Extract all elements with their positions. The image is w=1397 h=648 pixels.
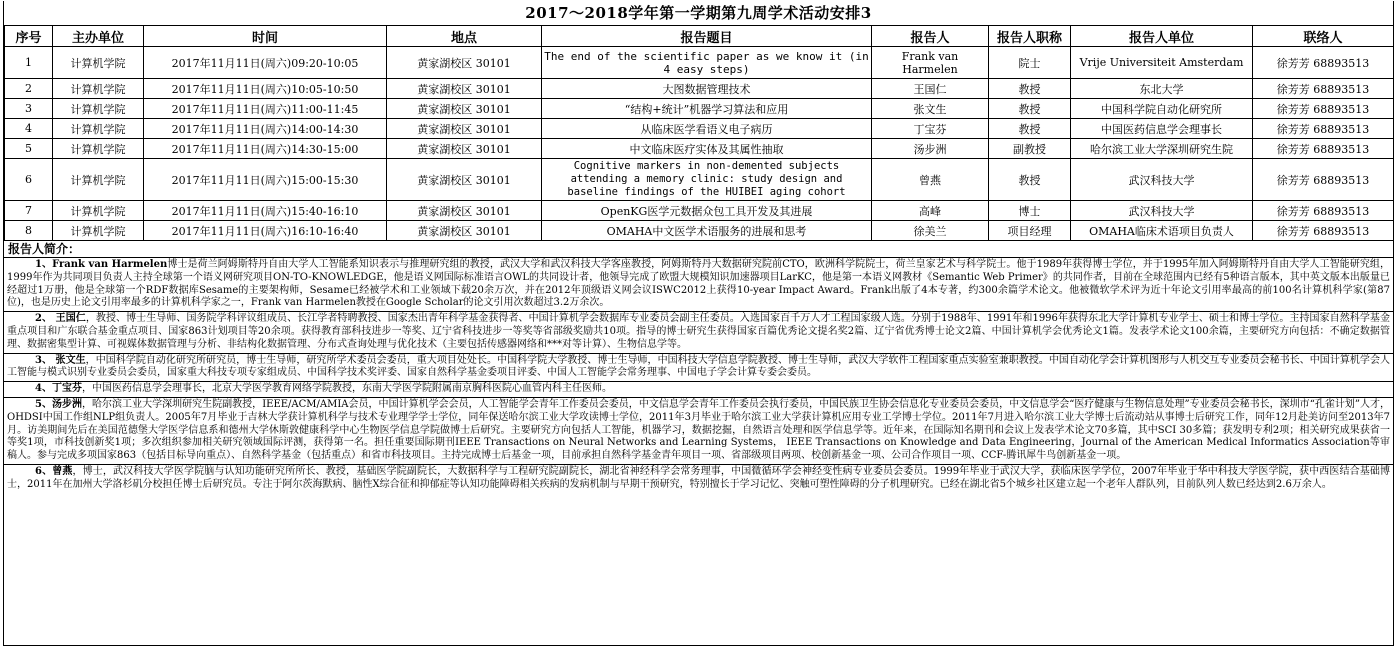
schedule-table <box>4 25 1394 241</box>
bio-name: 6、曾燕 <box>35 465 73 477</box>
table-header-row <box>5 26 1394 47</box>
table-row <box>5 119 1394 139</box>
cell-rank: 副教授 <box>989 139 1071 159</box>
table-row <box>5 139 1394 159</box>
table-row <box>5 79 1394 99</box>
cell-topic: 中文临床医疗实体及其属性抽取 <box>542 139 872 159</box>
cell-speaker: 丁宝芬 <box>872 119 989 139</box>
cell-unit: 哈尔滨工业大学深圳研究生院 <box>1071 139 1253 159</box>
cell-speaker: 曾燕 <box>872 159 989 201</box>
cell-no: 1 <box>5 47 53 79</box>
bio-heading: 报告人简介： <box>4 241 1393 258</box>
bio-name: 3、 张文生 <box>35 354 86 366</box>
cell-unit: 中国科学院自动化研究所 <box>1071 99 1253 119</box>
cell-no: 6 <box>5 159 53 201</box>
cell-time: 2017年11月11日(周六)15:40-16:10 <box>144 201 387 221</box>
speaker-bio <box>4 465 1393 493</box>
col-header-time: 时间 <box>144 26 387 47</box>
col-header-topic: 报告题目 <box>542 26 872 47</box>
cell-unit: 武汉科技大学 <box>1071 201 1253 221</box>
cell-contact: 徐芳芳 68893513 <box>1253 79 1394 99</box>
col-header-no: 序号 <box>5 26 53 47</box>
cell-contact: 徐芳芳 68893513 <box>1253 47 1394 79</box>
cell-speaker: 高峰 <box>872 201 989 221</box>
cell-time: 2017年11月11日(周六)15:00-15:30 <box>144 159 387 201</box>
cell-unit: Vrije Universiteit Amsterdam <box>1071 47 1253 79</box>
cell-contact: 徐芳芳 68893513 <box>1253 159 1394 201</box>
cell-no: 4 <box>5 119 53 139</box>
speaker-bio <box>4 258 1393 312</box>
cell-speaker: 徐美兰 <box>872 221 989 241</box>
cell-contact: 徐芳芳 68893513 <box>1253 119 1394 139</box>
cell-contact: 徐芳芳 68893513 <box>1253 139 1394 159</box>
bio-text: ，中国医药信息学会理事长，北京大学医学教育网络学院教授，东南大学医学院附属南京胸科医院心血管内科主任医师。 <box>81 383 612 395</box>
cell-place: 黄家湖校区 30101 <box>387 159 542 201</box>
cell-topic: “结构+统计”机器学习算法和应用 <box>542 99 872 119</box>
cell-no: 5 <box>5 139 53 159</box>
col-header-rank: 报告人职称 <box>989 26 1071 47</box>
bio-name: 5、汤步洲 <box>35 398 83 410</box>
cell-place: 黄家湖校区 30101 <box>387 79 542 99</box>
cell-time: 2017年11月11日(周六)10:05-10:50 <box>144 79 387 99</box>
cell-place: 黄家湖校区 30101 <box>387 119 542 139</box>
cell-no: 2 <box>5 79 53 99</box>
cell-place: 黄家湖校区 30101 <box>387 221 542 241</box>
cell-time: 2017年11月11日(周六)14:30-15:00 <box>144 139 387 159</box>
cell-host: 计算机学院 <box>53 139 144 159</box>
cell-no: 8 <box>5 221 53 241</box>
schedule-sheet <box>3 1 1394 646</box>
cell-place: 黄家湖校区 30101 <box>387 201 542 221</box>
cell-place: 黄家湖校区 30101 <box>387 139 542 159</box>
cell-rank: 教授 <box>989 99 1071 119</box>
cell-no: 7 <box>5 201 53 221</box>
cell-rank: 博士 <box>989 201 1071 221</box>
table-row <box>5 221 1394 241</box>
cell-place: 黄家湖校区 30101 <box>387 47 542 79</box>
cell-rank: 教授 <box>989 119 1071 139</box>
cell-host: 计算机学院 <box>53 159 144 201</box>
table-row <box>5 159 1394 201</box>
cell-topic: OpenKG医学元数据众包工具开发及其进展 <box>542 201 872 221</box>
speaker-bio <box>4 312 1393 353</box>
cell-topic: 从临床医学看语义电子病历 <box>542 119 872 139</box>
col-header-contact: 联络人 <box>1253 26 1394 47</box>
cell-host: 计算机学院 <box>53 99 144 119</box>
cell-rank: 院士 <box>989 47 1071 79</box>
cell-rank: 教授 <box>989 159 1071 201</box>
col-header-speaker: 报告人 <box>872 26 989 47</box>
cell-time: 2017年11月11日(周六)11:00-11:45 <box>144 99 387 119</box>
cell-unit: 东北大学 <box>1071 79 1253 99</box>
cell-topic: The end of the scientific paper as we know it (in 4 easy steps) <box>542 47 872 79</box>
cell-host: 计算机学院 <box>53 47 144 79</box>
col-header-place: 地点 <box>387 26 542 47</box>
cell-time: 2017年11月11日(周六)14:00-14:30 <box>144 119 387 139</box>
bio-text: ，哈尔滨工业大学深圳研究生院副教授，IEEE/ACM/AMIA会员，中国计算机学会会员，人工智能学会青年工作委员会委员，中文信息学会青年工作委员会执行委员，中国民族卫生协会信息化专业委员会委员，中文信息学会“医疗健康与生物信息处理”专业委员会秘书长，深圳市“孔雀计划”人才，OHDSI中国工作组NLP组负责人。2005年7月毕业于吉林大学获计算机科学与技术专业理学学士学位，同年保送哈尔滨工业大学攻读博士学位，2011年3月毕业于哈尔滨工业大学获计算机应用专业工学博士学位。2011年7月进入哈尔滨工业大学博士后流动站从事博士后研究工作，同年12月赴美访问至2013年7月。访美期间先后在美国范德堡大学医学信息系和德州大学休斯敦健康科学中心生物医学信息学院做博士后研究。主要研究方向包括人工智能，机器学习，数据挖掘，自然语言处理和医学信息学等。近年来，在国际知名期刊和会议上发表学术论文70多篇，其中SCI 30多篇；获发明专利2项；相关研究成果获省一等奖1项，市科技创新奖1项；多次组织参加相关研究领域国际评测，获得第一名。担任重要国际期刊IEEE Transactions on Neural Networks and Learning Systems， IEEE Transactions on Knowledge and Data Engineering，Journal of the American Medical Informatics Association等审稿人。参与完成多项国家863（包括目标导向重点）、自然科学基金（包括重点）和省市科技项目。主持完成博士后基金一项，目前承担自然科学基金青年项目一项、省部级项目两项、校创新基金一项、公司合作项目一项、CCF-腾讯犀牛鸟创新基金一项。 <box>7 398 1390 462</box>
cell-no: 3 <box>5 99 53 119</box>
bio-name: 2、 王国仁 <box>35 313 86 325</box>
bio-text: 博士是荷兰阿姆斯特丹自由大学人工智能系知识表示与推理研究组的教授，武汉大学和武汉科技大学客座教授，阿姆斯特丹大数据研究院前CTO，欧洲科学院院士，荷兰皇家艺术与科学院士。他于1989年获得博士学位，并于1995年加入阿姆斯特丹自由大学人工智能研究组，1999年作为共同项目负责人主持全球第一个语义网研究项目ON-TO-KNOWLEDGE，他是语义网国际标准语言OWL的共同设计者，他领导完成了欧盟大规模知识加速器项目LarKC，他是第一本语义网教材《Semantic Web Primer》的共同作者，目前在全球范围内已经有5种语言版本，其中英文版本出版量已经超过1万册，他是全球第一个RDF数据库Sesame的主要架构师，Sesame已经被学术和工业领域下载20余万次，并在2012年顶级语义网会议ISWC2012上获得10-year Impact Award。Frank出版了4本专著，约300余篇学术论文。他被微软学术评为近十年论文引用率最高的前100名计算机科学家(第87位)，也是历史上论文引用率最多的计算机科学家之一，Frank van Harmelen教授在Google Scholar的论文引用次数超过3.2万余次。 <box>7 259 1390 309</box>
cell-contact: 徐芳芳 68893513 <box>1253 99 1394 119</box>
speaker-bio <box>4 382 1393 398</box>
cell-time: 2017年11月11日(周六)16:10-16:40 <box>144 221 387 241</box>
cell-host: 计算机学院 <box>53 119 144 139</box>
bio-text: ，中国科学院自动化研究所研究员，博士生导师，研究所学术委员会委员，重大项目处处长。中国科学院大学教授、博士生导师，中国科技大学信息学院教授、博士生导师，武汉大学软件工程国家重点实验室兼职教授。中国自动化学会计算机图形与人机交互专业委员会秘书长、中国计算机学会人工智能与模式识别专业委员会委员，国家重大科技专项专家组成员、中国科学技术奖评委、国家自然科学基金委项目评委、中国人工智能学会常务理事、中国电子学会计算专委会委员。 <box>7 354 1390 379</box>
speaker-bio <box>4 354 1393 383</box>
cell-host: 计算机学院 <box>53 221 144 241</box>
cell-contact: 徐芳芳 68893513 <box>1253 201 1394 221</box>
cell-unit: OMAHA临床术语项目负责人 <box>1071 221 1253 241</box>
cell-speaker: 汤步洲 <box>872 139 989 159</box>
cell-place: 黄家湖校区 30101 <box>387 99 542 119</box>
table-row <box>5 99 1394 119</box>
cell-unit: 中国医药信息学会理事长 <box>1071 119 1253 139</box>
cell-speaker: 王国仁 <box>872 79 989 99</box>
cell-topic: Cognitive markers in non-demented subjects attending a memory clinic: study design and baseline findings of the HUIBEI aging cohort <box>542 159 872 201</box>
cell-contact: 徐芳芳 68893513 <box>1253 221 1394 241</box>
col-header-unit: 报告人单位 <box>1071 26 1253 47</box>
col-header-host: 主办单位 <box>53 26 144 47</box>
bio-text: ，教授、博士生导师、国务院学科评议组成员、长江学者特聘教授、国家杰出青年科学基金获得者、中国计算机学会数据库专业委员会副主任委员。入选国家百千万人才工程国家级人选。分别于1988年、1991年和1996年获得东北大学计算机专业学士、硕士和博士学位。主持国家自然科学基金重点项目和广东联合基金重点项目、国家863计划项目等20余项。获得教育部科技进步一等奖、辽宁省科技进步一等奖等省部级奖励共10项。指导的博士研究生获得国家百篇优秀论文提名奖2篇、辽宁省优秀博士论文2篇、中国计算机学会优秀论文1篇。发表学术论文100余篇，主要研究方向包括：不确定数据管理、数据密集型计算、可视媒体数据管理与分析、非结构化数据管理、分布式查询处理与优化技术（主要包括传感器网络和***对等计算）、生物信息学等。 <box>7 313 1390 350</box>
cell-topic: 大图数据管理技术 <box>542 79 872 99</box>
bio-name: 1、Frank van Harmelen <box>35 259 168 270</box>
cell-host: 计算机学院 <box>53 79 144 99</box>
cell-topic: OMAHA中文医学术语服务的进展和思考 <box>542 221 872 241</box>
cell-rank: 项目经理 <box>989 221 1071 241</box>
page-title: 2017～2018学年第一学期第九周学术活动安排3 <box>525 4 872 22</box>
table-row <box>5 201 1394 221</box>
cell-speaker: 张文生 <box>872 99 989 119</box>
table-row <box>5 47 1394 79</box>
bio-name: 4、丁宝芬 <box>35 383 82 395</box>
cell-unit: 武汉科技大学 <box>1071 159 1253 201</box>
speaker-bio <box>4 398 1393 465</box>
bio-text: ，博士，武汉科技大学医学院脑与认知功能研究所所长、教授，基础医学院副院长，大数据科学与工程研究院副院长，湖北省神经科学会常务理事，中国微循环学会神经变性病专业委员会委员。1999年毕业于武汉大学，获临床医学学位，2007年毕业于华中科技大学医学院，获中西医结合基础博士，2011年在加州大学洛杉矶分校担任博士后研究员。专注于阿尔茨海默病、脑性X综合征和抑郁症等认知功能障碍相关疾病的发病机制与早期干预研究，特别擅长于学习记忆、突触可塑性障碍的分子机理研究。已经在湖北省5个城乡社区建立起一个老年人群队列，目前队列人数已经达到2.6万余人。 <box>7 465 1390 490</box>
cell-time: 2017年11月11日(周六)09:20-10:05 <box>144 47 387 79</box>
cell-speaker: Frank van Harmelen <box>872 47 989 79</box>
cell-host: 计算机学院 <box>53 201 144 221</box>
cell-rank: 教授 <box>989 79 1071 99</box>
